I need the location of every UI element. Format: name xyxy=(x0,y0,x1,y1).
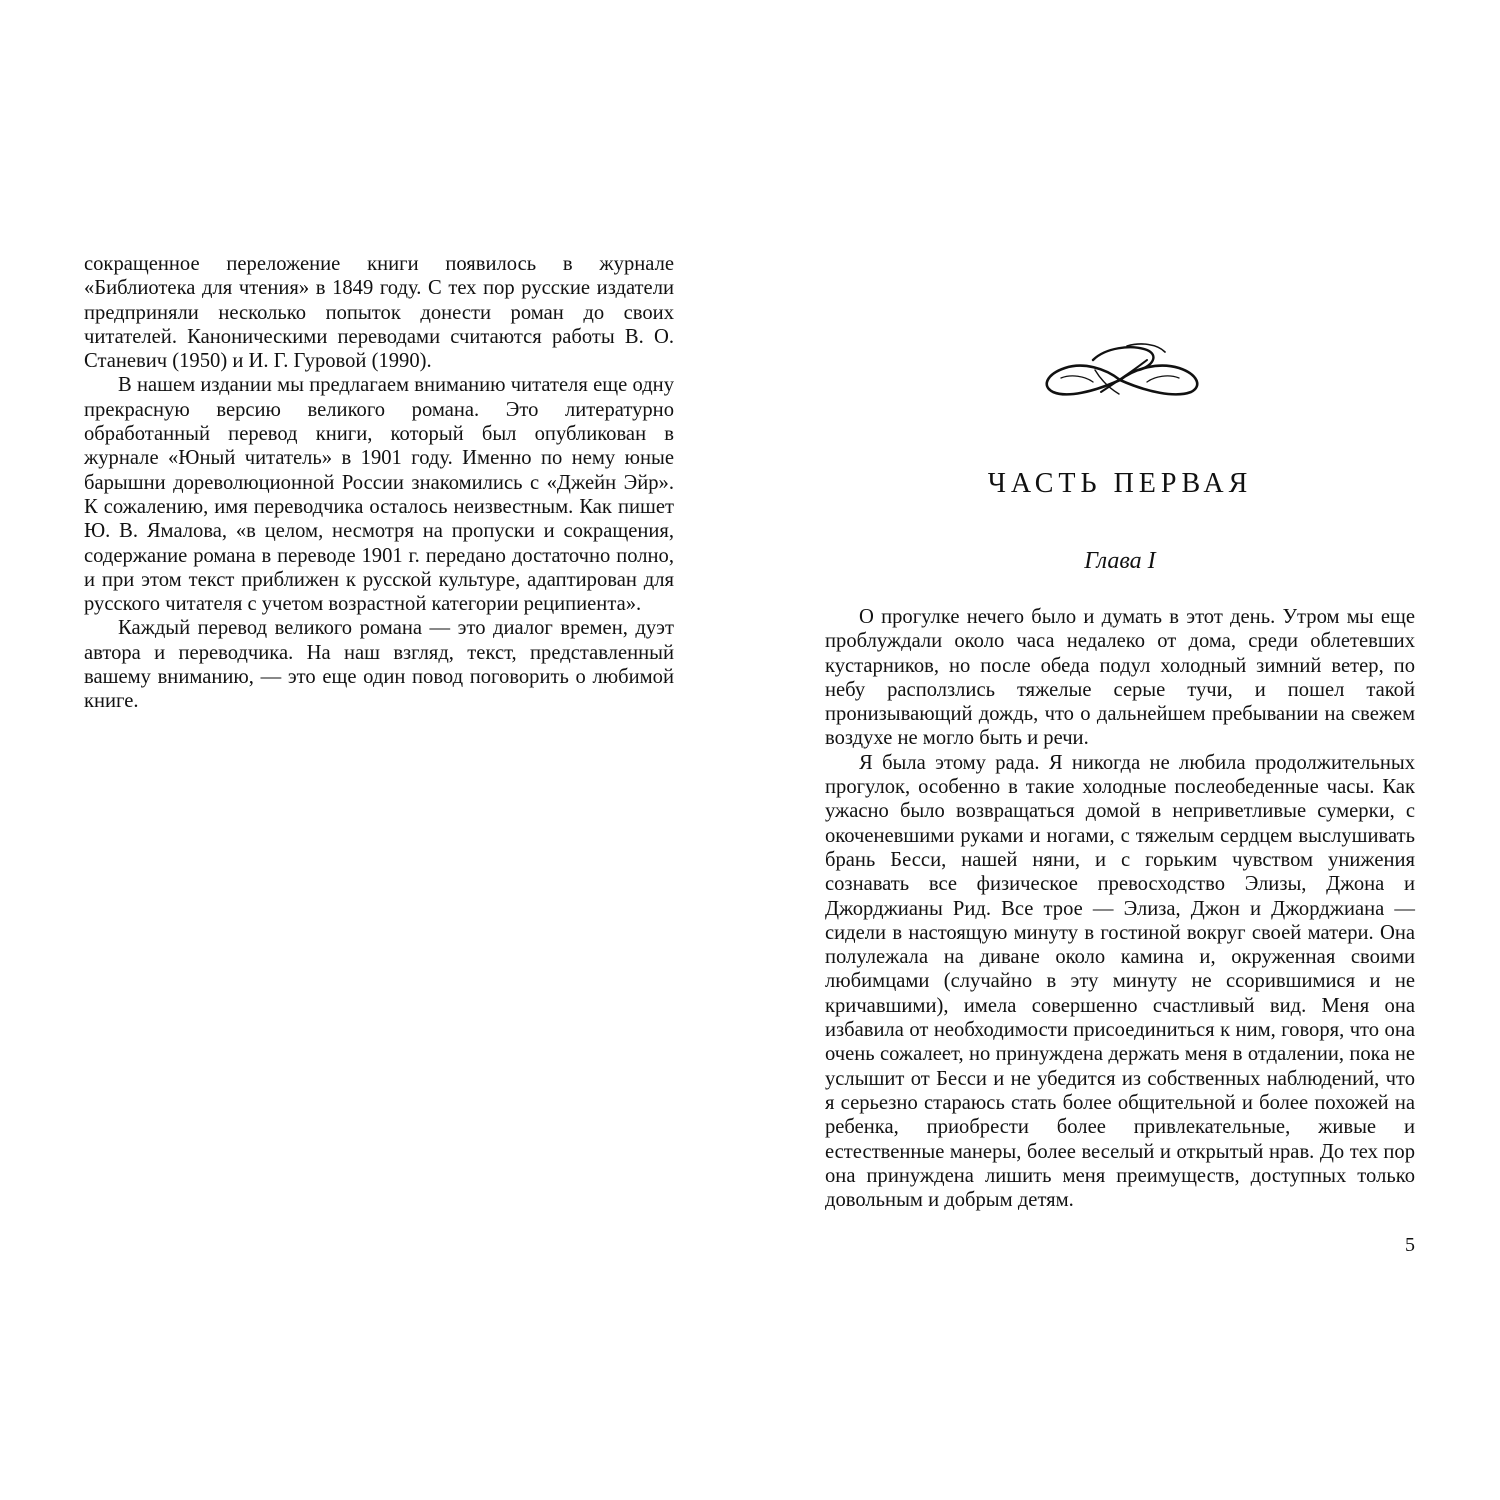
chapter-title: Глава I xyxy=(1084,548,1156,574)
left-page xyxy=(84,252,674,714)
right-paragraph-1: О прогулке нечего было и думать в этот день. Утром мы еще проблуждали около часа недалеко от дома, среди облетевших кустарников, но после обеда подул холодный зимний ветер, по небу расползлись тяжелые серые тучи, и пошел такой пронизывающий дождь, что о дальнейшем пребывании на свежем воздухе не могло быть и речи. xyxy=(825,606,1415,750)
left-paragraph-2: В нашем издании мы предлагаем вниманию читателя еще одну прекрасную версию великого романа. Это литературно обработанный перевод книги, который был опубликован в журнале «Юный читатель» в 1901 году. Именно по нему юные барышни дореволюционной России знакомились с «Джейн Эйр». К сожалению, имя переводчика осталось неизвестным. Как пишет Ю. В. Ямалова, «в целом, несмотря на пропуски и сокращения, содержание романа в переводе 1901 г. передано достаточно полно, и при этом текст приближен к русской культуре, адаптирован для русского читателя с учетом возрастной категории реципиента». xyxy=(84,374,674,616)
right-page xyxy=(825,340,1415,1212)
flourish-ornament-icon xyxy=(1035,340,1205,402)
right-paragraph-2: Я была этому рада. Я никогда не любила продолжительных прогулок, особенно в такие холодные послеобеденные часы. Как ужасно было возвращаться домой в неприветливые сумерки, с окоченевшими руками и ногами, с тяжелым сердцем выслушивать брань Бесси, нашей няни, и с горьким чувством унижения сознавать все физическое превосходство Элизы, Джона и Джорджианы Рид. Все трое — Элиза, Джон и Джорджиана — сидели в настоящую минуту в гостиной вокруг своей матери. Она полулежала на диване около камина и, окруженная своими любимцами (случайно в эту минуту не ссорившимися и не кричавшими), имела совершенно счастливый вид. Меня она избавила от необходимости присоединиться к ним, говоря, что она очень сожалеет, но принуждена держать меня в отдалении, пока не услышит от Бесси и не убедится из собственных наблюдений, что я серьезно стараюсь стать более общительной и более похожей на ребенка, приобрести более привлекательные, живые и естественные манеры, более веселый и открытый нрав. До тех пор она принуждена лишить меня преимуществ, доступных только довольным и добрым детям. xyxy=(825,751,1415,1212)
chapter-text xyxy=(825,605,1415,1212)
left-paragraph-3: Каждый перевод великого романа — это диалог времен, дуэт автора и переводчика. На наш взгляд, текст, представленный вашему вниманию, — это еще один повод поговорить о любимой книге. xyxy=(84,617,674,713)
left-paragraph-1: сокращенное переложение книги появилось в журнале «Библиотека для чтения» в 1849 году. С тех пор русские издатели предприняли несколько попыток донести роман до своих читателей. Каноническими переводами считаются работы В. О. Станевич (1950) и И. Г. Гуровой (1990). xyxy=(84,253,674,373)
part-title: ЧАСТЬ ПЕРВАЯ xyxy=(987,468,1253,499)
page-number: 5 xyxy=(1405,1234,1415,1256)
